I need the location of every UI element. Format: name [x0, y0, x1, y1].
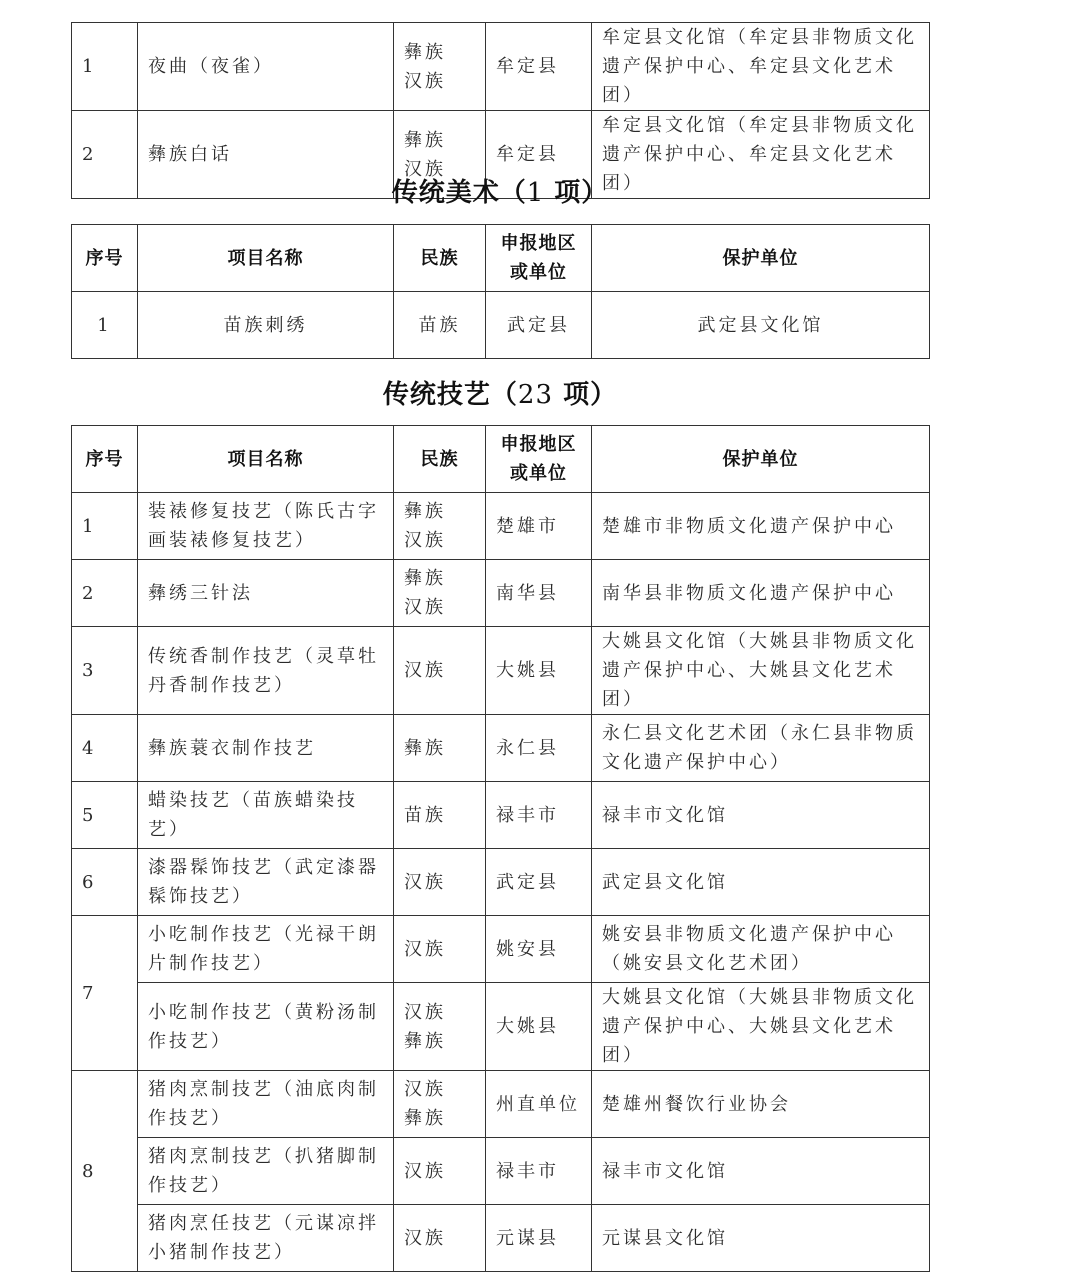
column-header: 申报地区 或单位: [486, 426, 592, 493]
column-header: 保护单位: [592, 426, 930, 493]
region-cell: 姚安县: [486, 916, 592, 983]
region-cell: 楚雄市: [486, 493, 592, 560]
protection-unit-cell: 牟定县文化馆（牟定县非物质文化遗产保护中心、牟定县文化艺术团）: [592, 111, 930, 199]
section-heading-traditional-crafts: [0, 374, 1000, 411]
column-header: 申报地区 或单位: [486, 225, 592, 292]
row-number-cell: 4: [72, 715, 138, 782]
ethnic-cell: 汉族 彝族: [394, 1071, 486, 1138]
row-number-cell: 1: [72, 23, 138, 111]
project-name-cell: 彝绣三针法: [138, 560, 394, 627]
row-number-cell: 2: [72, 560, 138, 627]
project-name-cell: 蜡染技艺（苗族蜡染技艺）: [138, 782, 394, 849]
table-row: [72, 627, 930, 715]
ethnic-cell: 汉族: [394, 849, 486, 916]
row-number-cell: 8: [72, 1071, 138, 1272]
heading-suffix: 项）: [544, 178, 609, 208]
section-heading-traditional-art: [0, 172, 1000, 209]
ethnic-cell: 汉族: [394, 627, 486, 715]
ethnic-cell: 汉族: [394, 1205, 486, 1272]
table-row: [72, 1205, 930, 1272]
project-name-cell: 猪肉烹制技艺（扒猪脚制作技艺）: [138, 1138, 394, 1205]
table-row: [72, 1071, 930, 1138]
protection-unit-cell: 武定县文化馆: [592, 849, 930, 916]
table-row: [72, 849, 930, 916]
protection-unit-cell: 南华县非物质文化遗产保护中心: [592, 560, 930, 627]
protection-unit-cell: 永仁县文化艺术团（永仁县非物质文化遗产保护中心）: [592, 715, 930, 782]
project-name-cell: 苗族刺绣: [138, 292, 394, 359]
table-row: [72, 715, 930, 782]
region-cell: 元谋县: [486, 1205, 592, 1272]
row-number-cell: 7: [72, 916, 138, 1071]
ethnic-cell: 汉族: [394, 916, 486, 983]
row-number-cell: 1: [72, 292, 138, 359]
region-cell: 禄丰市: [486, 1138, 592, 1205]
table-row: [72, 292, 930, 359]
protection-unit-cell: 禄丰市文化馆: [592, 1138, 930, 1205]
region-cell: 州直单位: [486, 1071, 592, 1138]
column-header: 民族: [394, 426, 486, 493]
region-cell: 武定县: [486, 849, 592, 916]
heading-prefix: 传统技艺（: [382, 380, 518, 410]
column-header: 序号: [72, 225, 138, 292]
ethnic-cell: 汉族: [394, 1138, 486, 1205]
table-row: [72, 916, 930, 983]
project-name-cell: 猪肉烹任技艺（元谋凉拌小猪制作技艺）: [138, 1205, 394, 1272]
protection-unit-cell: 姚安县非物质文化遗产保护中心（姚安县文化艺术团）: [592, 916, 930, 983]
column-header: 民族: [394, 225, 486, 292]
project-name-cell: 猪肉烹制技艺（油底肉制作技艺）: [138, 1071, 394, 1138]
column-header: 保护单位: [592, 225, 930, 292]
table-traditional-crafts: [71, 425, 930, 1272]
table-row: [72, 493, 930, 560]
table-row: [72, 23, 930, 111]
region-cell: 大姚县: [486, 983, 592, 1071]
column-header: 项目名称: [138, 225, 394, 292]
ethnic-cell: 苗族: [394, 782, 486, 849]
row-number-cell: 1: [72, 493, 138, 560]
project-name-cell: 小吃制作技艺（光禄干朗片制作技艺）: [138, 916, 394, 983]
region-cell: 牟定县: [486, 111, 592, 199]
region-cell: 大姚县: [486, 627, 592, 715]
table-header-row: [72, 426, 930, 493]
column-header: 项目名称: [138, 426, 394, 493]
ethnic-cell: 彝族 汉族: [394, 493, 486, 560]
row-number-cell: 3: [72, 627, 138, 715]
row-number-cell: 5: [72, 782, 138, 849]
ethnic-cell: 彝族: [394, 715, 486, 782]
column-header: 序号: [72, 426, 138, 493]
table-traditional-art: [71, 224, 930, 359]
project-name-cell: 小吃制作技艺（黄粉汤制作技艺）: [138, 983, 394, 1071]
project-name-cell: 漆器髹饰技艺（武定漆器髹饰技艺）: [138, 849, 394, 916]
protection-unit-cell: 牟定县文化馆（牟定县非物质文化遗产保护中心、牟定县文化艺术团）: [592, 23, 930, 111]
project-name-cell: 彝族蓑衣制作技艺: [138, 715, 394, 782]
protection-unit-cell: 大姚县文化馆（大姚县非物质文化遗产保护中心、大姚县文化艺术团）: [592, 627, 930, 715]
ethnic-cell: 汉族 彝族: [394, 983, 486, 1071]
project-name-cell: 夜曲（夜雀）: [138, 23, 394, 111]
project-name-cell: 传统香制作技艺（灵草牡丹香制作技艺）: [138, 627, 394, 715]
ethnic-cell: 苗族: [394, 292, 486, 359]
row-number-cell: 2: [72, 111, 138, 199]
heading-prefix: 传统美术（: [391, 178, 527, 208]
protection-unit-cell: 武定县文化馆: [592, 292, 930, 359]
heading-suffix: 项）: [553, 380, 618, 410]
protection-unit-cell: 禄丰市文化馆: [592, 782, 930, 849]
region-cell: 禄丰市: [486, 782, 592, 849]
project-name-cell: 装裱修复技艺（陈氏古字画装裱修复技艺）: [138, 493, 394, 560]
protection-unit-cell: 楚雄市非物质文化遗产保护中心: [592, 493, 930, 560]
row-number-cell: 6: [72, 849, 138, 916]
protection-unit-cell: 元谋县文化馆: [592, 1205, 930, 1272]
protection-unit-cell: 楚雄州餐饮行业协会: [592, 1071, 930, 1138]
table-row: [72, 782, 930, 849]
table-row: [72, 1138, 930, 1205]
project-name-cell: 彝族白话: [138, 111, 394, 199]
ethnic-cell: 彝族 汉族: [394, 111, 486, 199]
table-row: [72, 560, 930, 627]
region-cell: 牟定县: [486, 23, 592, 111]
region-cell: 永仁县: [486, 715, 592, 782]
table-row: [72, 983, 930, 1071]
table-header-row: [72, 225, 930, 292]
ethnic-cell: 彝族 汉族: [394, 560, 486, 627]
protection-unit-cell: 大姚县文化馆（大姚县非物质文化遗产保护中心、大姚县文化艺术团）: [592, 983, 930, 1071]
heading-count: 23: [517, 380, 554, 410]
heading-count: 1: [526, 178, 545, 208]
ethnic-cell: 彝族 汉族: [394, 23, 486, 111]
region-cell: 南华县: [486, 560, 592, 627]
region-cell: 武定县: [486, 292, 592, 359]
